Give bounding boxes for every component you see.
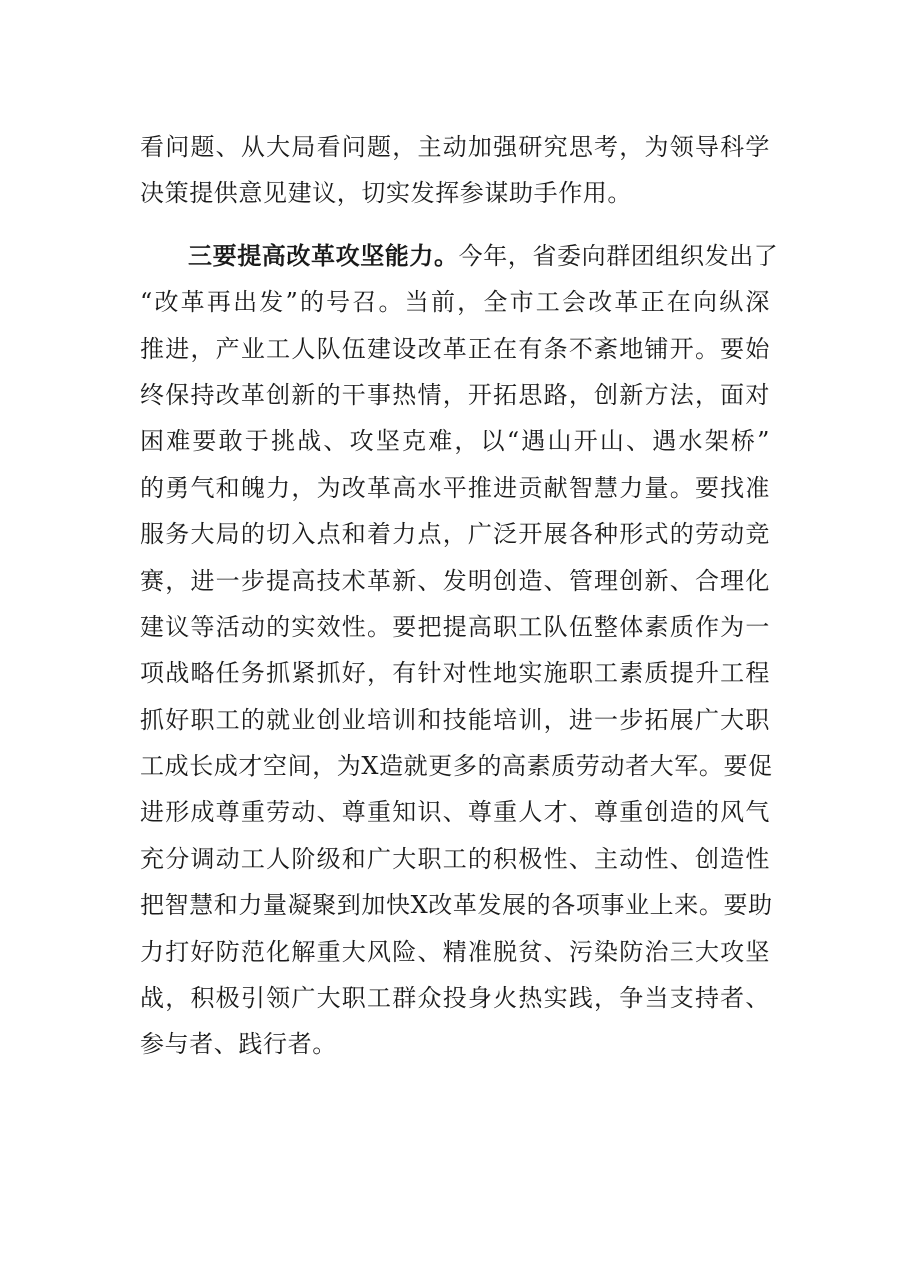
paragraph-2-line: 把智慧和力量凝聚到加快X改革发展的各项事业上来。要助 (140, 891, 773, 920)
paragraph-1 (140, 124, 770, 217)
paragraph-2-lead-heading: 三要提高改革攻坚能力。 (188, 240, 459, 270)
paragraph-2-line: 终保持改革创新的干事热情，开拓思路，创新方法，面对 (140, 380, 770, 409)
paragraph-spacer (140, 217, 770, 233)
paragraph-2-line: 参与者、践行者。 (140, 1030, 337, 1059)
document-body (140, 124, 779, 1068)
paragraph-2-line: 赛，进一步提高技术革新、发明创造、管理创新、合理化 (140, 566, 770, 595)
paragraph-2-line: 项战略任务抓紧抓好，有针对性地实施职工素质提升工程 (140, 659, 770, 688)
paragraph-2-first-line-text: 今年，省委向群团组织发出了 (458, 241, 779, 270)
paragraph-2-line: 抓好职工的就业创业培训和技能培训，进一步拓展广大职 (140, 705, 770, 734)
paragraph-2-line: “改革再出发”的号召。当前，全市工会改革正在向纵深 (140, 288, 770, 317)
paragraph-2-line: 充分调动工人阶级和广大职工的积极性、主动性、创造性 (140, 844, 770, 873)
paragraph-2 (140, 233, 779, 1068)
paragraph-2-line: 困难要敢于挑战、攻坚克难，以“遇山开山、遇水架桥” (140, 427, 770, 456)
paragraph-2-line: 服务大局的切入点和着力点，广泛开展各种形式的劳动竞 (140, 520, 770, 549)
paragraph-1-line: 看问题、从大局看问题，主动加强研究思考，为领导科学 (140, 133, 770, 161)
paragraph-2-line: 建议等活动的实效性。要把提高职工队伍整体素质作为一 (140, 612, 770, 641)
paragraph-2-line: 推进，产业工人队伍建设改革正在有条不紊地铺开。要始 (140, 334, 770, 363)
paragraph-2-first-line (140, 233, 779, 279)
paragraph-2-line: 战，积极引领广大职工群众投身火热实践，争当支持者、 (140, 984, 770, 1013)
paragraph-1-line: 决策提供意见建议，切实发挥参谋助手作用。 (140, 179, 632, 208)
paragraph-2-line: 工成长成才空间，为X造就更多的高素质劳动者大军。要促 (140, 752, 773, 781)
paragraph-2-line: 的勇气和魄力，为改革高水平推进贡献智慧力量。要找准 (140, 473, 770, 502)
paragraph-2-line: 力打好防范化解重大风险、精准脱贫、污染防治三大攻坚 (140, 937, 770, 966)
paragraph-2-line: 进形成尊重劳动、尊重知识、尊重人才、尊重创造的风气 (140, 798, 770, 827)
